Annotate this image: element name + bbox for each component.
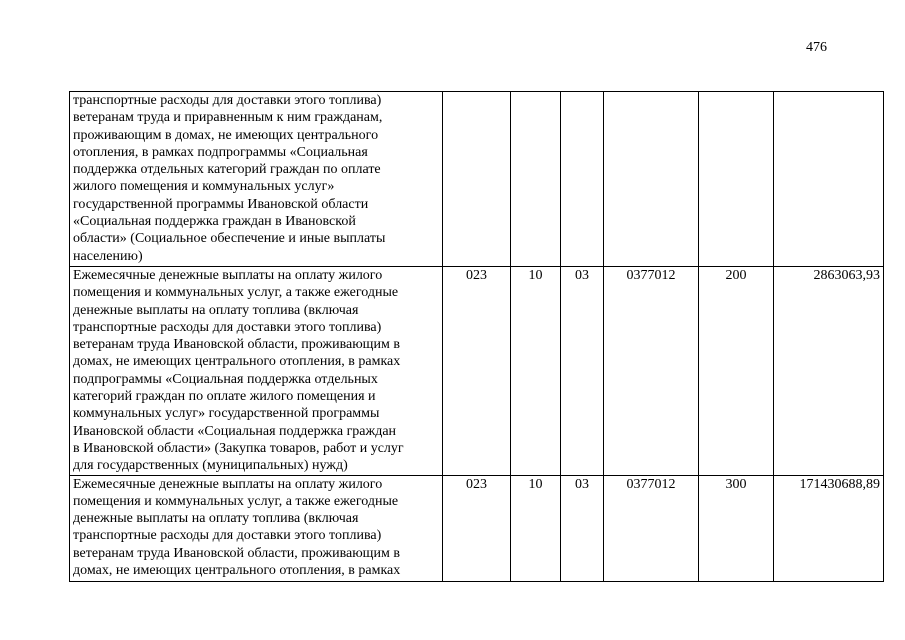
ministry-code: 023 bbox=[443, 267, 511, 476]
target-article-code: 0377012 bbox=[604, 475, 699, 581]
description-line: категорий граждан по оплате жилого помещения и bbox=[73, 389, 376, 405]
description-line: отопления, в рамках подпрограммы «Социальная bbox=[73, 144, 368, 160]
ministry-code: 023 bbox=[443, 475, 511, 581]
row-description bbox=[70, 475, 443, 581]
amount: 2863063,93 bbox=[774, 267, 884, 476]
expense-type-code: 200 bbox=[699, 267, 774, 476]
expense-type-code: 300 bbox=[699, 475, 774, 581]
description-line: транспортные расходы для доставки этого топлива) bbox=[73, 528, 382, 544]
target-article-code: 0377012 bbox=[604, 267, 699, 476]
description-line: подпрограммы «Социальная поддержка отдельных bbox=[73, 371, 378, 387]
budget-table bbox=[69, 91, 884, 582]
description-line: в Ивановской области» (Закупка товаров, работ и услуг bbox=[73, 440, 404, 456]
subsection-code bbox=[561, 92, 604, 267]
section-code bbox=[511, 92, 561, 267]
description-line: области» (Социальное обеспечение и иные выплаты bbox=[73, 231, 386, 247]
description-line: поддержка отдельных категорий граждан по оплате bbox=[73, 162, 381, 178]
description-line: Ивановской области «Социальная поддержка граждан bbox=[73, 423, 397, 439]
description-line: домах, не имеющих центрального отопления, в рамках bbox=[73, 354, 401, 370]
table-row bbox=[70, 92, 884, 267]
description-line: транспортные расходы для доставки этого топлива) bbox=[73, 93, 382, 108]
amount: 171430688,89 bbox=[774, 475, 884, 581]
row-description bbox=[70, 92, 443, 267]
description-line: Ежемесячные денежные выплаты на оплату жилого bbox=[73, 268, 383, 283]
description-line: государственной программы Ивановской области bbox=[73, 196, 369, 212]
description-line: населению) bbox=[73, 248, 143, 264]
description-line: ветеранам труда Ивановской области, проживающим в bbox=[73, 545, 400, 561]
description-line: денежные выплаты на оплату топлива (включая bbox=[73, 302, 359, 318]
section-code: 10 bbox=[511, 267, 561, 476]
description-line: домах, не имеющих центрального отопления, в рамках bbox=[73, 563, 401, 579]
subsection-code: 03 bbox=[561, 475, 604, 581]
table-row bbox=[70, 267, 884, 476]
description-line: транспортные расходы для доставки этого топлива) bbox=[73, 319, 382, 335]
amount bbox=[774, 92, 884, 267]
expense-type-code bbox=[699, 92, 774, 267]
ministry-code bbox=[443, 92, 511, 267]
description-line: проживающим в домах, не имеющих центрального bbox=[73, 127, 379, 143]
description-line: ветеранам труда Ивановской области, проживающим в bbox=[73, 337, 400, 353]
description-line: ветеранам труда и приравненным к ним гражданам, bbox=[73, 110, 383, 126]
description-line: для государственных (муниципальных) нужд) bbox=[73, 458, 348, 474]
description-line: денежные выплаты на оплату топлива (включая bbox=[73, 511, 359, 527]
description-line: жилого помещения и коммунальных услуг» bbox=[73, 179, 335, 195]
page-number: 476 bbox=[806, 40, 827, 55]
description-line: коммунальных услуг» государственной программы bbox=[73, 406, 380, 422]
description-line: помещения и коммунальных услуг, а также ежегодные bbox=[73, 285, 399, 301]
table-row bbox=[70, 475, 884, 581]
subsection-code: 03 bbox=[561, 267, 604, 476]
row-description bbox=[70, 267, 443, 476]
description-line: «Социальная поддержка граждан в Ивановской bbox=[73, 214, 356, 230]
target-article-code bbox=[604, 92, 699, 267]
section-code: 10 bbox=[511, 475, 561, 581]
description-line: Ежемесячные денежные выплаты на оплату жилого bbox=[73, 476, 383, 492]
description-line: помещения и коммунальных услуг, а также ежегодные bbox=[73, 493, 399, 509]
